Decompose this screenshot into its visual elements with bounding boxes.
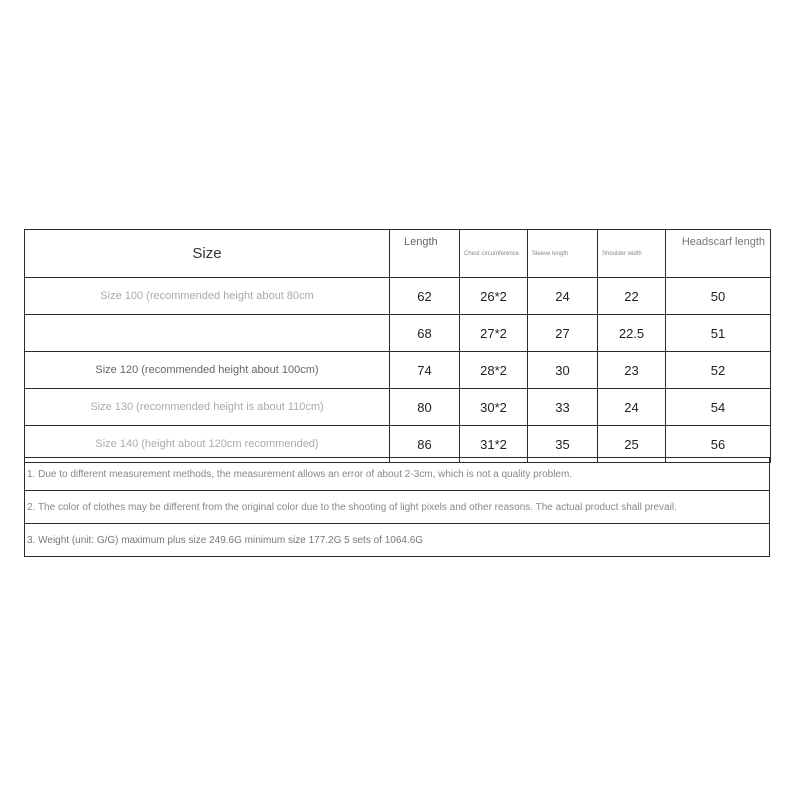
cell-sleeve: 30	[528, 352, 598, 389]
cell-size: Size 130 (recommended height is about 110cm)	[25, 389, 390, 426]
notes-table	[24, 457, 770, 557]
header-size: Size	[25, 230, 390, 278]
cell-shoulder: 25	[598, 426, 666, 463]
cell-length: 68	[390, 315, 460, 352]
header-sleeve: Sleeve length	[528, 230, 598, 278]
cell-size: Size 100 (recommended height about 80cm	[25, 278, 390, 315]
cell-sleeve: 35	[528, 426, 598, 463]
cell-headscarf: 51	[666, 315, 771, 352]
cell-shoulder: 22.5	[598, 315, 666, 352]
header-headscarf: Headscarf length	[666, 230, 771, 278]
cell-headscarf: 54	[666, 389, 771, 426]
cell-sleeve: 33	[528, 389, 598, 426]
cell-chest: 31*2	[460, 426, 528, 463]
cell-shoulder: 22	[598, 278, 666, 315]
cell-length: 80	[390, 389, 460, 426]
cell-length: 62	[390, 278, 460, 315]
note-row	[25, 458, 770, 491]
cell-shoulder: 24	[598, 389, 666, 426]
cell-length: 86	[390, 426, 460, 463]
cell-length: 74	[390, 352, 460, 389]
note-3: 3. Weight (unit: G/G) maximum plus size 249.6G minimum size 177.2G 5 sets of 1064.6G	[25, 524, 770, 557]
note-1: 1. Due to different measurement methods, the measurement allows an error of about 2-3cm, which is not a quality problem.	[25, 458, 770, 491]
cell-chest: 28*2	[460, 352, 528, 389]
cell-headscarf: 50	[666, 278, 771, 315]
cell-chest: 26*2	[460, 278, 528, 315]
cell-headscarf: 52	[666, 352, 771, 389]
header-shoulder: Shoulder width	[598, 230, 666, 278]
cell-size	[25, 315, 390, 352]
cell-chest: 30*2	[460, 389, 528, 426]
table-row	[25, 315, 771, 352]
cell-shoulder: 23	[598, 352, 666, 389]
cell-sleeve: 27	[528, 315, 598, 352]
cell-chest: 27*2	[460, 315, 528, 352]
note-row	[25, 491, 770, 524]
table-row	[25, 278, 771, 315]
cell-sleeve: 24	[528, 278, 598, 315]
header-chest: Chest circumference	[460, 230, 528, 278]
cell-headscarf: 56	[666, 426, 771, 463]
size-chart-table	[24, 229, 771, 463]
table-row	[25, 389, 771, 426]
cell-size: Size 140 (height about 120cm recommended)	[25, 426, 390, 463]
table-header-row	[25, 230, 771, 278]
note-2: 2. The color of clothes may be different from the original color due to the shooting of light pixels and other reasons. The actual product shall prevail.	[25, 491, 770, 524]
table-row	[25, 352, 771, 389]
note-row	[25, 524, 770, 557]
header-length: Length	[390, 230, 460, 278]
cell-size: Size 120 (recommended height about 100cm)	[25, 352, 390, 389]
